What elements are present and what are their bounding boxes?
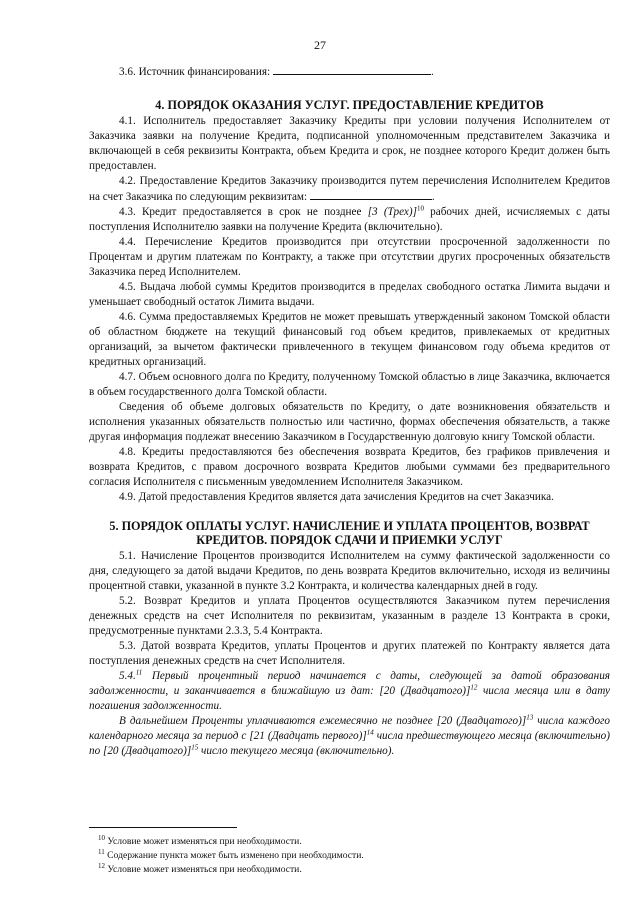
page-number: 27 [314,38,326,52]
footnote-ref-14: 14 [366,728,374,737]
clause-5-4-cont-a: В дальнейшем Проценты уплачиваются ежемесячно не позднее [20 (Двадцатого)] [119,715,527,727]
footnote-ref-11: 11 [135,668,143,677]
clause-5-4-cont-c: числа предшествующего месяца (включительно) по [20 (Двадцатого)] [89,730,610,757]
clause-4-8: 4.8. Кредиты предоставляются без обеспечения возврата Кредитов, без графиков привлечения и возврата Кредитов, с правом досрочного возврата Кредитов любыми суммами без предварительного согласия Исполнителя с письменным уведомлением Исполнителя Заказчиком. [89,446,610,488]
requisites-blank [310,189,432,200]
footnote-10 [98,833,302,848]
clause-5-4-b: Первый процентный период начинается с даты, следующей за датой образования задолженности, и заканчивается в ближайшую из дат: [20 (Двадцатого)] [89,670,610,697]
clause-5-3: 5.3. Датой возврата Кредитов, уплаты Процентов и других платежей по Контракту является дата поступления денежных средств на счет Исполнителя. [89,640,610,667]
clause-4-2-end: . [431,191,435,203]
clause-5-4-cont-d: число текущего месяца (включительно). [201,745,395,757]
footnote-ref-12: 12 [470,683,478,692]
clause-5-4-continued [89,714,610,759]
clause-4-4: 4.4. Перечисление Кредитов производится при отсутствии просроченной задолженности по Процентам и другим платежам по Контракту, а также при отсутствии других просроченных обязательств Заказчика перед Исполнителем. [89,236,610,278]
footnote-mark: 12 [98,861,105,870]
clause-3-6 [89,64,610,80]
clause-3-6-text: 3.6. Источник финансирования: [119,66,271,78]
footnote-mark: 11 [98,847,105,856]
clause-4-7-details: Сведения об объеме долговых обязательств по Кредиту, о дате возникновения обязательств и исполнения указанных обязательств полностью или частично, формах обеспечения обязательств, а также другая информация подлежат внесению Заказчиком в Государственную долговую книгу Томской области. [89,401,610,443]
clause-4-1: 4.1. Исполнитель предоставляет Заказчику Кредиты при условии получения Исполнителем от Заказчика заявки на получение Кредита, подписанной уполномоченным представителем Заказчика и включающей в себя реквизиты Контракта, объем Кредита и срок, не позднее которого Кредит должен быть предоставлен. [89,115,610,172]
clause-4-3-term: [3 (Трех)] [367,206,417,218]
clause-5-4 [89,669,610,714]
footnote-text: Условие может изменяться при необходимости. [107,864,302,875]
clause-4-3-a: 4.3. Кредит предоставляется в срок не позднее [119,206,362,218]
footnote-text: Условие может изменяться при необходимости. [107,836,302,847]
footnote-separator [89,827,237,828]
section-5-heading: 5. ПОРЯДОК ОПЛАТЫ УСЛУГ. НАЧИСЛЕНИЕ И УПЛАТА ПРОЦЕНТОВ, ВОЗВРАТ КРЕДИТОВ. ПОРЯДОК СДАЧИ И ПРИЕМКИ УСЛУГ [109,519,590,547]
footnote-12 [98,861,302,876]
clause-5-1: 5.1. Начисление Процентов производится Исполнителем на сумму фактической задолженности со дня, следующего за датой выдачи Кредитов, по день возврата Кредитов включительно, исходя из величины процентной ставки, указанной в пункте 3.2 Контракта, и количества календарных дней в году. [89,550,610,592]
clause-4-3 [89,205,610,235]
clause-3-6-end: . [430,66,434,78]
footnote-11 [98,847,364,862]
clause-4-6: 4.6. Сумма предоставляемых Кредитов не может превышать утвержденный законом Томской области об областном бюджете на текущий финансовый год объем кредитов, привлекаемых от кредитных организаций, за вычетом фактически привлеченного в текущем финансовом году объема кредитов от кредитных организаций. [89,311,610,368]
clause-5-4-num: 5.4. [119,670,136,682]
footnote-text: Содержание пункта может быть изменено при необходимости. [107,850,364,861]
funding-source-blank [273,64,431,75]
clause-5-4-c: числа месяца или в дату погашения задолженности. [89,685,610,712]
footnote-ref-15: 15 [191,743,199,752]
clause-5-2: 5.2. Возврат Кредитов и уплата Процентов осуществляются Заказчиком путем перечисления денежных средств на счет Исполнителя по реквизитам, указанным в разделе 13 Контракта в сроки, предусмотренные пунктами 2.3.3, 5.4 Контракта. [89,595,610,637]
clause-4-2-text: 4.2. Предоставление Кредитов Заказчику производится путем перечисления Исполнителем Кредитов на счет Заказчика по следующим реквизитам: [89,175,610,203]
clause-5-4-cont-b: числа каждого календарного месяца за период с [21 (Двадцать первого)] [89,715,611,742]
document-body [89,64,610,759]
footnote-mark: 10 [98,833,105,842]
clause-4-9: 4.9. Датой предоставления Кредитов является дата зачисления Кредитов на счет Заказчика. [119,491,554,503]
section-4-heading: 4. ПОРЯДОК ОКАЗАНИЯ УСЛУГ. ПРЕДОСТАВЛЕНИЕ КРЕДИТОВ [155,98,544,112]
footnote-ref-13: 13 [526,713,534,722]
clause-4-2 [89,174,610,205]
clause-4-3-b: рабочих дней, исчисляемых с даты поступления Исполнителю заявки на получение Кредита (включительно). [89,206,611,233]
footnote-ref-10: 10 [416,204,424,213]
clause-4-5: 4.5. Выдача любой суммы Кредитов производится в пределах свободного остатка Лимита выдачи и уменьшает свободный остаток Лимита выдачи. [89,281,610,308]
clause-4-7: 4.7. Объем основного долга по Кредиту, полученному Томской областью в лице Заказчика, включается в объем государственного долга Томской области. [89,371,610,398]
